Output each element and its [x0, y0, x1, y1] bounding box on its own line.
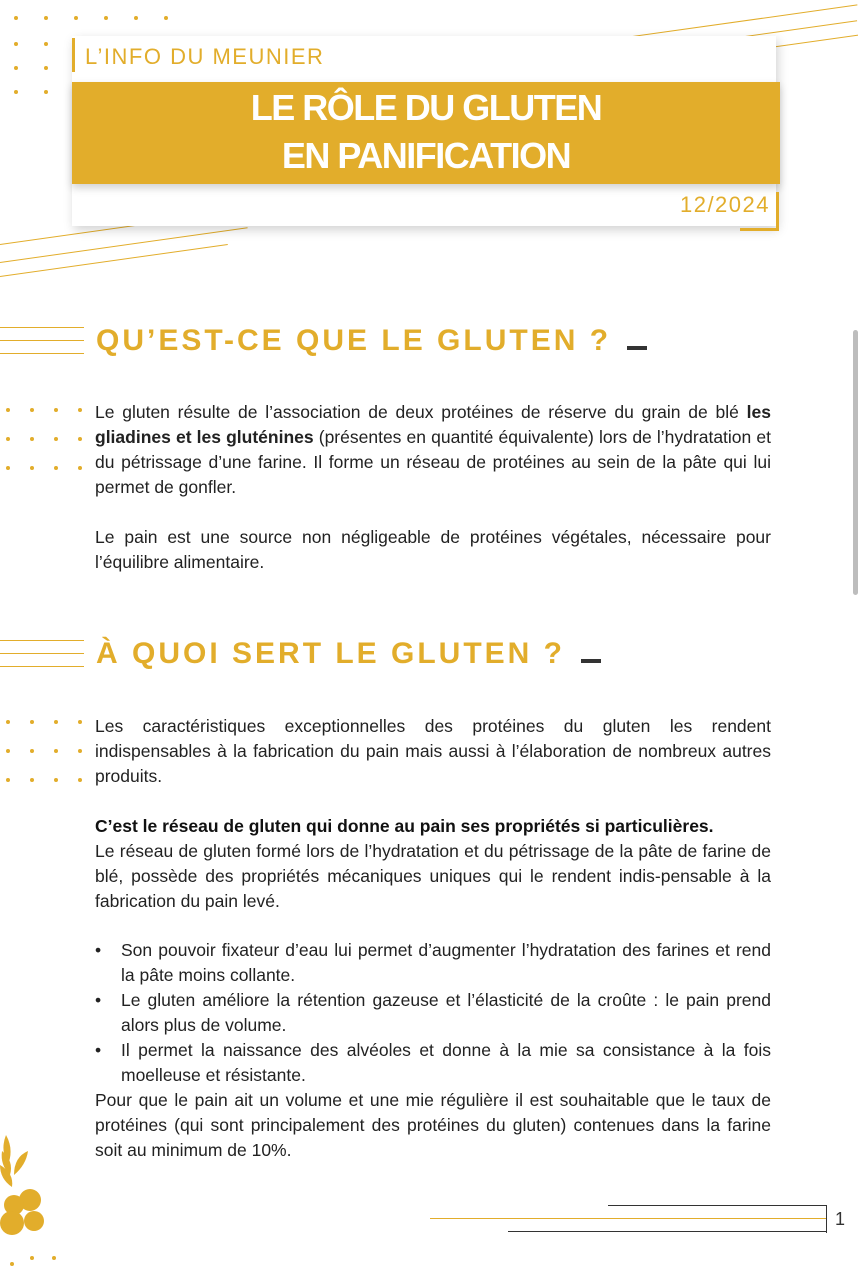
- wheat-logo-icon: [0, 1135, 60, 1235]
- section1-paragraph-2: Le pain est une source non négligeable de protéines végétales, nécessaire pour l’équilibre alimentaire.: [95, 527, 771, 572]
- date-corner-bracket: [740, 192, 779, 231]
- section2-paragraph-2: Le réseau de gluten formé lors de l’hydratation et du pétrissage de la pâte de farine de blé, possède des propriétés mécaniques uniques qui le rendent indis-pensable à la fabrication du pain levé.: [95, 841, 771, 911]
- section2-bold-statement: C’est le réseau de gluten qui donne au pain ses propriétés si particulières.: [95, 816, 714, 836]
- issue-date: 12/2024: [679, 192, 770, 217]
- section2-body: [95, 714, 771, 914]
- s1p1-text-b: (présentes en quantité équivalente) lors de l’hydratation et du pétrissage d’une farine. Il forme un réseau de protéines au sein de la pâte qui lui permet de gonfler.: [95, 427, 771, 497]
- section1-body: [95, 400, 771, 575]
- list-item: [95, 938, 771, 988]
- list-item-text: Il permet la naissance des alvéoles et donne à la mie sa consistance à la fois moelleuse et résistante.: [121, 1040, 771, 1085]
- list-item-text: Le gluten améliore la rétention gazeuse et l’élasticité de la croûte : le pain prend alors plus de volume.: [121, 990, 771, 1035]
- bullet-icon: •: [95, 940, 102, 960]
- list-item: [95, 988, 771, 1038]
- scrollbar[interactable]: [853, 330, 858, 595]
- heading-dash-icon: [581, 659, 601, 663]
- s1p1-text-a: Le gluten résulte de l’association de deux protéines de réserve du grain de blé: [95, 402, 747, 422]
- title-banner: [72, 82, 780, 184]
- bullet-icon: •: [95, 990, 102, 1010]
- page-number: 1: [826, 1205, 858, 1233]
- list-item: [95, 1038, 771, 1088]
- s1p1-bold: les gliadines et les gluténines: [95, 402, 771, 447]
- section1-heading: [96, 324, 647, 358]
- section2-heading: [96, 637, 601, 671]
- section1-heading-text: QU’EST-CE QUE LE GLUTEN ?: [96, 324, 612, 357]
- section1-paragraph-1: [95, 400, 771, 500]
- list-item-text: Son pouvoir fixateur d’eau lui permet d’augmenter l’hydratation des farines et rend la pâte moins collante.: [121, 940, 771, 985]
- section2-heading-text: À QUOI SERT LE GLUTEN ?: [96, 637, 566, 670]
- section2-paragraph-3: Pour que le pain ait un volume et une mie régulière il est souhaitable que le taux de protéines (qui sont principalement des protéines du gluten) contenues dans la farine soit au minimum de 10%.: [95, 1090, 771, 1160]
- heading-dash-icon: [627, 346, 647, 350]
- section2-bullet-list: [95, 938, 771, 1088]
- kicker-label: L’INFO DU MEUNIER: [72, 38, 324, 72]
- bullet-icon: •: [95, 1040, 102, 1060]
- title-line-2: EN PANIFICATION: [281, 135, 571, 176]
- section2-paragraph-1: Les caractéristiques exceptionnelles des protéines du gluten les rendent indispensables à la fabrication du pain mais aussi à l’élaboration de nombreux autres produits.: [95, 716, 771, 786]
- title-line-1: LE RÔLE DU GLUTEN: [250, 87, 602, 128]
